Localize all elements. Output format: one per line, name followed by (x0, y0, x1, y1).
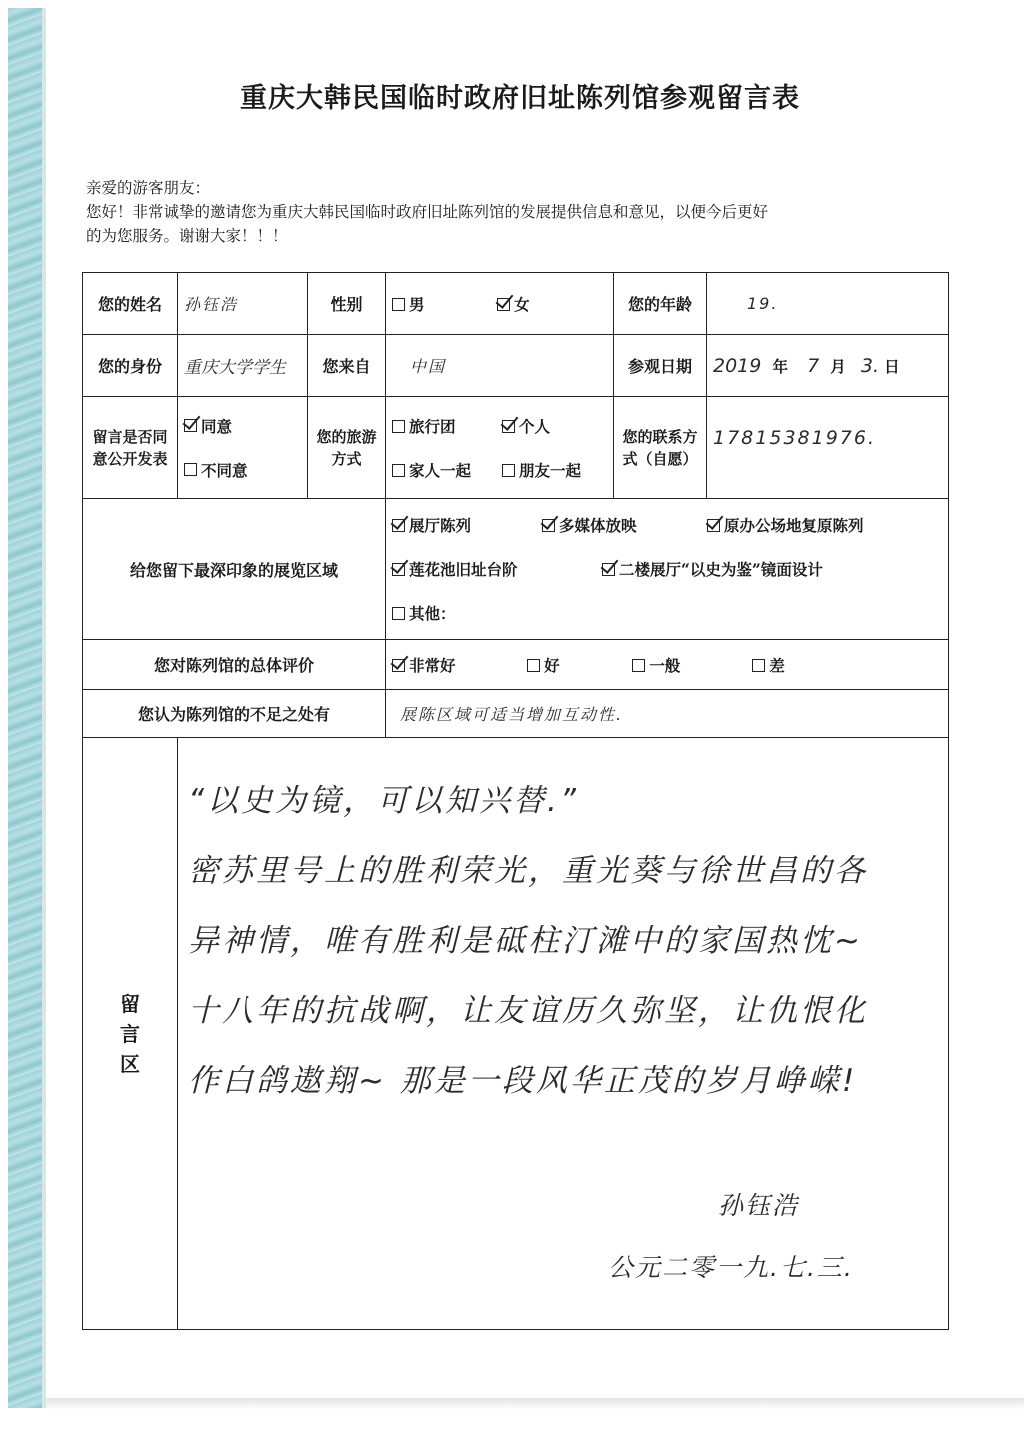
date-year-unit: 年 (772, 356, 788, 376)
travel-individual-label: 个人 (519, 416, 551, 436)
date-year-value[interactable]: 2019 (713, 354, 762, 377)
gender-male-option[interactable] (392, 293, 492, 315)
travel-group-label: 旅行团 (409, 416, 456, 436)
public-options (178, 397, 308, 499)
impression-label-3: 莲花池旧址台阶 (409, 560, 518, 579)
rating-label: 您对陈列馆的总体评价 (83, 640, 386, 690)
impression-checkbox-1[interactable] (542, 519, 555, 532)
impression-label-4: 二楼展厅“以史为鉴”镜面设计 (619, 560, 823, 579)
from-label: 您来自 (308, 335, 386, 397)
date-month-unit: 月 (830, 356, 846, 376)
gender-male-checkbox[interactable] (392, 298, 405, 311)
impression-checkbox-3[interactable] (392, 563, 405, 576)
impression-label-2: 原办公场地复原陈列 (724, 516, 864, 535)
comment-area[interactable] (178, 738, 949, 1330)
date-month-value[interactable]: 7 (807, 354, 822, 377)
rating-label-1: 好 (544, 655, 560, 675)
rating-option-1[interactable] (527, 654, 627, 676)
rating-checkbox-0[interactable] (392, 659, 405, 672)
travel-options (386, 397, 614, 499)
impression-label-1: 多媒体放映 (559, 516, 637, 535)
impression-checkbox-5[interactable] (392, 607, 405, 620)
gender-female-label: 女 (514, 294, 530, 314)
from-value[interactable]: 中国 (386, 335, 614, 397)
intro-text (86, 176, 956, 248)
impression-option-4[interactable] (602, 558, 823, 580)
rating-option-2[interactable] (632, 654, 747, 676)
intro-greeting: 亲爱的游客朋友： (86, 179, 211, 197)
age-label: 您的年龄 (614, 273, 707, 335)
intro-body-line2: 的为您服务。谢谢大家！！！ (86, 227, 288, 245)
public-agree-checkbox[interactable] (184, 419, 197, 432)
contact-value[interactable]: 17815381976. (707, 397, 949, 499)
public-disagree-checkbox[interactable] (184, 463, 197, 476)
travel-group-option[interactable] (392, 415, 502, 437)
travel-label: 您的旅游方式 (308, 397, 386, 499)
binding-edge (42, 8, 46, 1408)
impression-option-2[interactable] (707, 514, 864, 536)
public-disagree-option[interactable] (184, 448, 301, 492)
rating-label-3: 差 (769, 655, 785, 675)
visit-date (707, 335, 949, 397)
travel-family-option[interactable] (392, 459, 502, 481)
travel-group-checkbox[interactable] (392, 420, 405, 433)
rating-checkbox-3[interactable] (752, 659, 765, 672)
impression-checkbox-0[interactable] (392, 519, 405, 532)
impression-option-0[interactable] (392, 514, 542, 536)
rating-options (386, 640, 949, 690)
impression-option-5[interactable] (392, 602, 456, 624)
scan-shadow (46, 1398, 1024, 1410)
date-day-unit: 日 (884, 356, 900, 376)
intro-body-line1: 您好！非常诚挚的邀请您为重庆大韩民国临时政府旧址陈列馆的发展提供信息和意见，以便今后更好 (86, 203, 769, 221)
shortcoming-label: 您认为陈列馆的不足之处有 (83, 690, 386, 738)
travel-individual-checkbox[interactable] (502, 420, 515, 433)
impression-options (386, 499, 949, 640)
travel-family-checkbox[interactable] (392, 464, 405, 477)
impression-label-0: 展厅陈列 (409, 516, 472, 535)
impression-option-1[interactable] (542, 514, 707, 536)
gender-female-checkbox[interactable] (497, 298, 510, 311)
comment-line: 十八年的抗战啊，让友谊历久弥坚，让仇恨化 (188, 993, 868, 1029)
age-value[interactable]: 19. (707, 273, 949, 335)
impression-label: 给您留下最深印象的展览区域 (83, 499, 386, 640)
comment-line: “以史为镜，可以知兴替.” (188, 783, 579, 819)
comment-line: 密苏里号上的胜利荣光，重光葵与徐世昌的各 (188, 853, 868, 889)
rating-checkbox-1[interactable] (527, 659, 540, 672)
rating-label-2: 一般 (649, 655, 681, 675)
rating-label-0: 非常好 (409, 655, 456, 675)
comment-label: 留言区 (83, 738, 178, 1330)
impression-option-3[interactable] (392, 558, 602, 580)
public-agree-option[interactable] (184, 404, 301, 448)
shortcoming-value[interactable]: 展陈区域可适当增加互动性. (386, 690, 949, 738)
name-label: 您的姓名 (83, 273, 178, 335)
travel-individual-option[interactable] (502, 415, 550, 437)
public-agree-label: 同意 (201, 416, 233, 436)
date-label: 参观日期 (614, 335, 707, 397)
public-label: 留言是否同意公开发表 (83, 397, 178, 499)
travel-friends-label: 朋友一起 (519, 460, 582, 480)
gender-male-label: 男 (409, 294, 425, 314)
rating-checkbox-2[interactable] (632, 659, 645, 672)
signature-date: 公元二零一九.七.三. (608, 1253, 854, 1282)
impression-checkbox-2[interactable] (707, 519, 720, 532)
gender-female-option[interactable] (497, 293, 530, 315)
name-value[interactable]: 孙钰浩 (178, 273, 308, 335)
travel-friends-option[interactable] (502, 459, 581, 481)
date-day-value[interactable]: 3. (860, 354, 879, 377)
contact-label: 您的联系方式（自愿） (614, 397, 707, 499)
travel-family-label: 家人一起 (409, 460, 472, 480)
feedback-form (82, 272, 949, 1330)
gender-options (386, 273, 614, 335)
comment-line: 作白鸽遨翔~ 那是一段风华正茂的岁月峥嵘! (188, 1063, 858, 1099)
identity-value[interactable]: 重庆大学学生 (178, 335, 308, 397)
impression-checkbox-4[interactable] (602, 563, 615, 576)
comment-line: 异神情，唯有胜利是砥柱汀滩中的家国热忱~ (188, 923, 863, 959)
gender-label: 性别 (308, 273, 386, 335)
binding-strip (8, 8, 42, 1408)
travel-friends-checkbox[interactable] (502, 464, 515, 477)
rating-option-0[interactable] (392, 654, 522, 676)
impression-label-5: 其他： (409, 604, 456, 623)
signature: 孙钰浩 (718, 1191, 800, 1220)
rating-option-3[interactable] (752, 654, 785, 676)
identity-label: 您的身份 (83, 335, 178, 397)
public-disagree-label: 不同意 (201, 460, 248, 480)
page-title: 重庆大韩民国临时政府旧址陈列馆参观留言表 (240, 83, 800, 114)
